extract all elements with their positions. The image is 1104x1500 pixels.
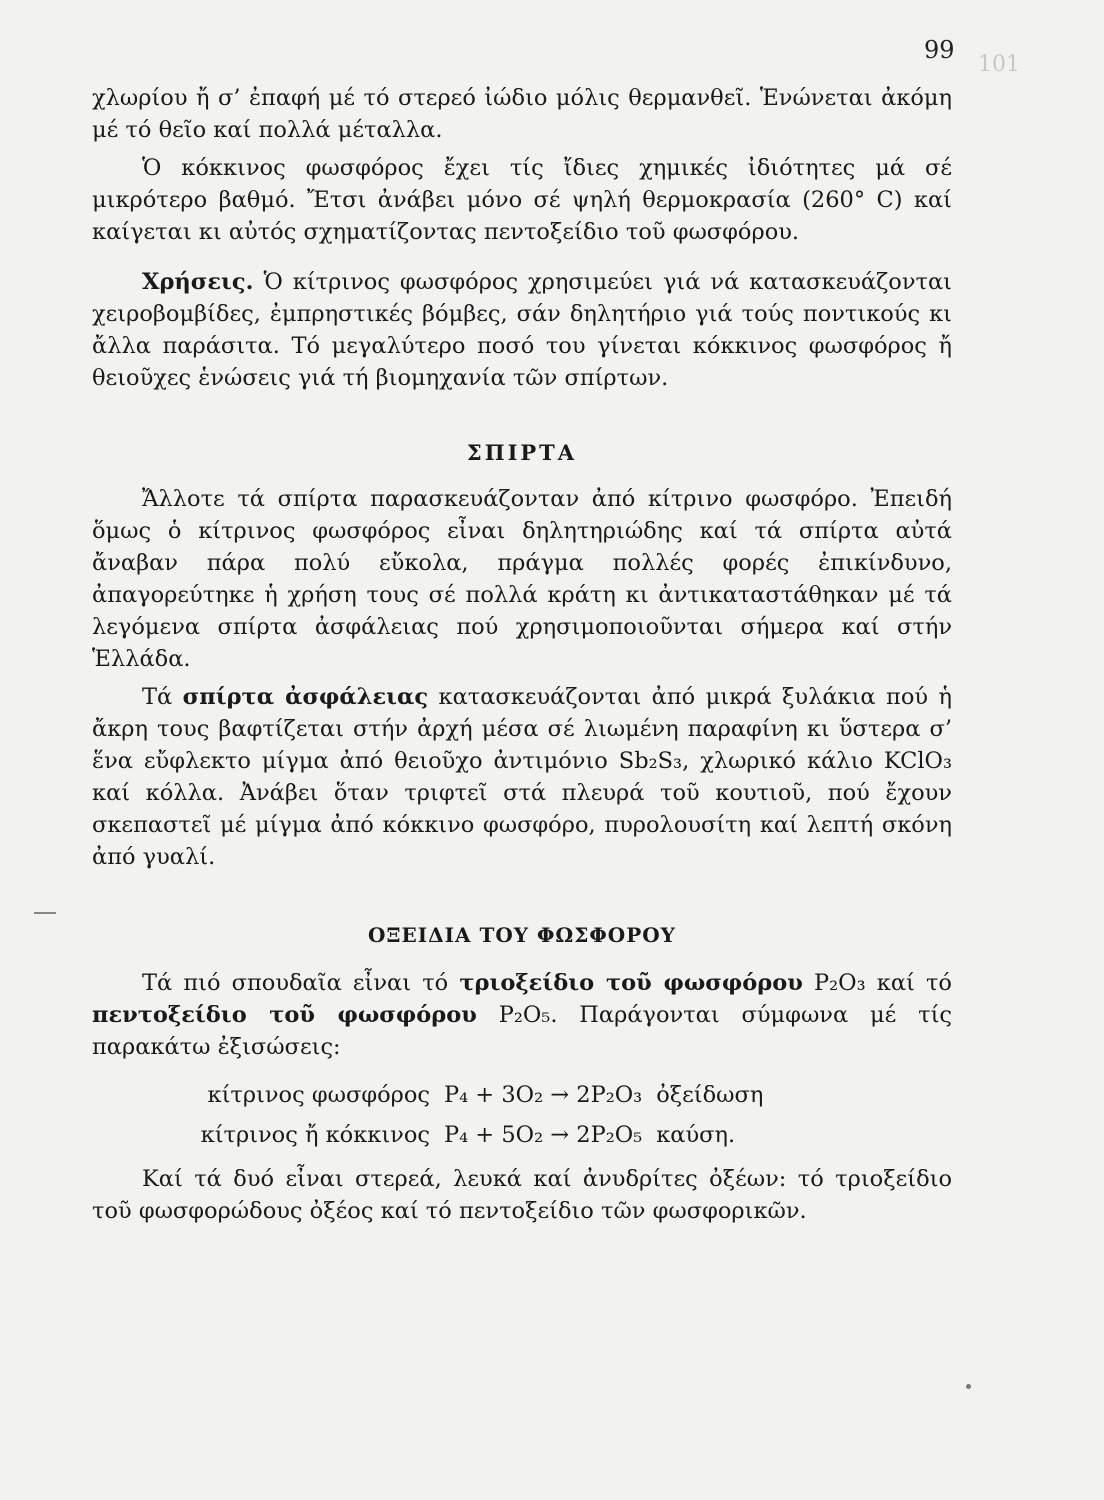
- safety-intro: Τά: [142, 684, 183, 710]
- uses-label: Χρήσεις.: [142, 269, 254, 295]
- equation-row: [190, 1115, 952, 1155]
- heading-phosphorus-oxides: ΟΞΕΙΔΙΑ ΤΟΥ ΦΩΣΦΟΡΟΥ: [368, 923, 676, 947]
- uses-text: Ὁ κίτρινος φωσφόρος χρησιμεύει γιά νά κατασκευάζονται χειροβομβίδες, ἐμπρηστικές βόμβες, σάν δηλητήριο γιά τούς ποντικούς κι ἄλλα παράσιτα. Τό μεγαλύτερο ποσό του γίνεται κόκκινος φωσφόρος ἤ θειοῦχες ἑνώσεις γιά τή βιομηχανία τῶν σπίρτων.: [92, 269, 952, 391]
- formula-kclo3: KClO₃: [883, 748, 952, 774]
- equation-formula: P₄ + 5O₂ → 2P₂O₅: [444, 1122, 643, 1148]
- equation-note: ὀξείδωση: [656, 1082, 764, 1108]
- equation-note: καύση.: [656, 1122, 736, 1148]
- paragraph-red-phosphorus: Ὁ κόκκινος φωσφόρος ἔχει τίς ἴδιες χημικές ἰδιότητες μά σέ μικρότερο βαθμό. Ἔτσι ἀνάβει μόνο σέ ψηλή θερμοκρασία (260° C) καί καίγεται κι αὐτός σχηματίζοντας πεντοξείδιο τοῦ φωσφόρου.: [92, 155, 952, 245]
- oxide1-label: τριοξείδιο τοῦ φωσφόρου: [459, 970, 803, 996]
- heading-matches: ΣΠΙΡΤΑ: [466, 440, 578, 465]
- oxides-end: . Παράγονται σύμφωνα μέ τίς παρακάτω ἐξισώσεις:: [92, 1002, 952, 1060]
- safety-text-3: καί κόλλα. Ἀνάβει ὅταν τριφτεῖ στά πλευρά τοῦ κουτιοῦ, πού ἔχουν σκεπαστεῖ μέ μίγμα ἀπό κόκκινο φωσφόρο, πυρολουσίτη καί λεπτή σκόνη ἀπό γυαλί.: [92, 780, 952, 870]
- safety-text-1: κατασκευάζονται ἀπό μικρά ξυλάκια πού ἡ ἄκρη τους βαφτίζεται στήν ἀρχή μέσα σέ λιωμένη παραφίνη κι ὕστερα σ’ ἕνα εὔφλεκτο μίγμα ἀπό θειοῦχο ἀντιμόνιο: [92, 684, 952, 774]
- paragraph-chlorine: χλωρίου ἤ σ’ ἐπαφή μέ τό στερεό ἰώδιο μόλις θερμανθεῖ. Ἑνώνεται ἀκόμη μέ τό θεῖο καί πολλά μέταλλα.: [92, 85, 952, 143]
- page-body: [92, 82, 952, 1227]
- equation-reactant-label: κίτρινος ἤ κόκκινος: [200, 1122, 430, 1148]
- oxides-intro: Τά πιό σπουδαῖα εἶναι τό: [142, 970, 460, 996]
- paragraph-oxides-properties: Καί τά δυό εἶναι στερεά, λευκά καί ἀνυδρίτες ὀξέων: τό τριοξείδιο τοῦ φωσφορώδους ὀξέος καί τό πεντοξείδιο τῶν φωσφορικῶν.: [92, 1166, 952, 1224]
- paragraph-oxides: [92, 967, 952, 1063]
- oxides-mid: καί τό: [865, 970, 952, 996]
- equation-formula: P₄ + 3O₂ → 2P₂O₃: [444, 1082, 643, 1108]
- formula-p2o3: P₂O₃: [814, 970, 866, 996]
- ink-speck: [966, 1384, 971, 1389]
- formula-sb2s3: Sb₂S₃: [618, 748, 683, 774]
- safety-text-2: , χλωρικό κάλιο: [682, 748, 884, 774]
- formula-p2o5: P₂O₅: [498, 1002, 551, 1028]
- bleed-through-page-number: 101: [978, 52, 1020, 77]
- margin-mark: [34, 912, 56, 914]
- paragraph-safety-matches: [92, 681, 952, 873]
- page-number: 99: [924, 36, 955, 64]
- equations-block: [92, 1075, 952, 1155]
- paragraph-matches-history: Ἄλλοτε τά σπίρτα παρασκευάζονταν ἀπό κίτρινο φωσφόρο. Ἐπειδή ὅμως ὁ κίτρινος φωσφόρος εἶναι δηλητηριώδης καί τά σπίρτα αὐτά ἄναβαν πάρα πολύ εὔκολα, πράγμα πολλές φορές ἐπικίνδυνο, ἀπαγορεύτηκε ἡ χρήση τους σέ πολλά κράτη κι ἀντικαταστάθηκαν μέ τά λεγόμενα σπίρτα ἀσφάλειας πού χρησιμοποιοῦνται σήμερα καί στήν Ἑλλάδα.: [92, 486, 952, 672]
- equation-reactant-label: κίτρινος φωσφόρος: [207, 1082, 430, 1108]
- oxide2-label: πεντοξείδιο τοῦ φωσφόρου: [92, 1002, 477, 1028]
- paragraph-uses: [92, 266, 952, 394]
- safety-matches-label: σπίρτα ἀσφάλειας: [182, 684, 429, 710]
- equation-row: [190, 1075, 952, 1115]
